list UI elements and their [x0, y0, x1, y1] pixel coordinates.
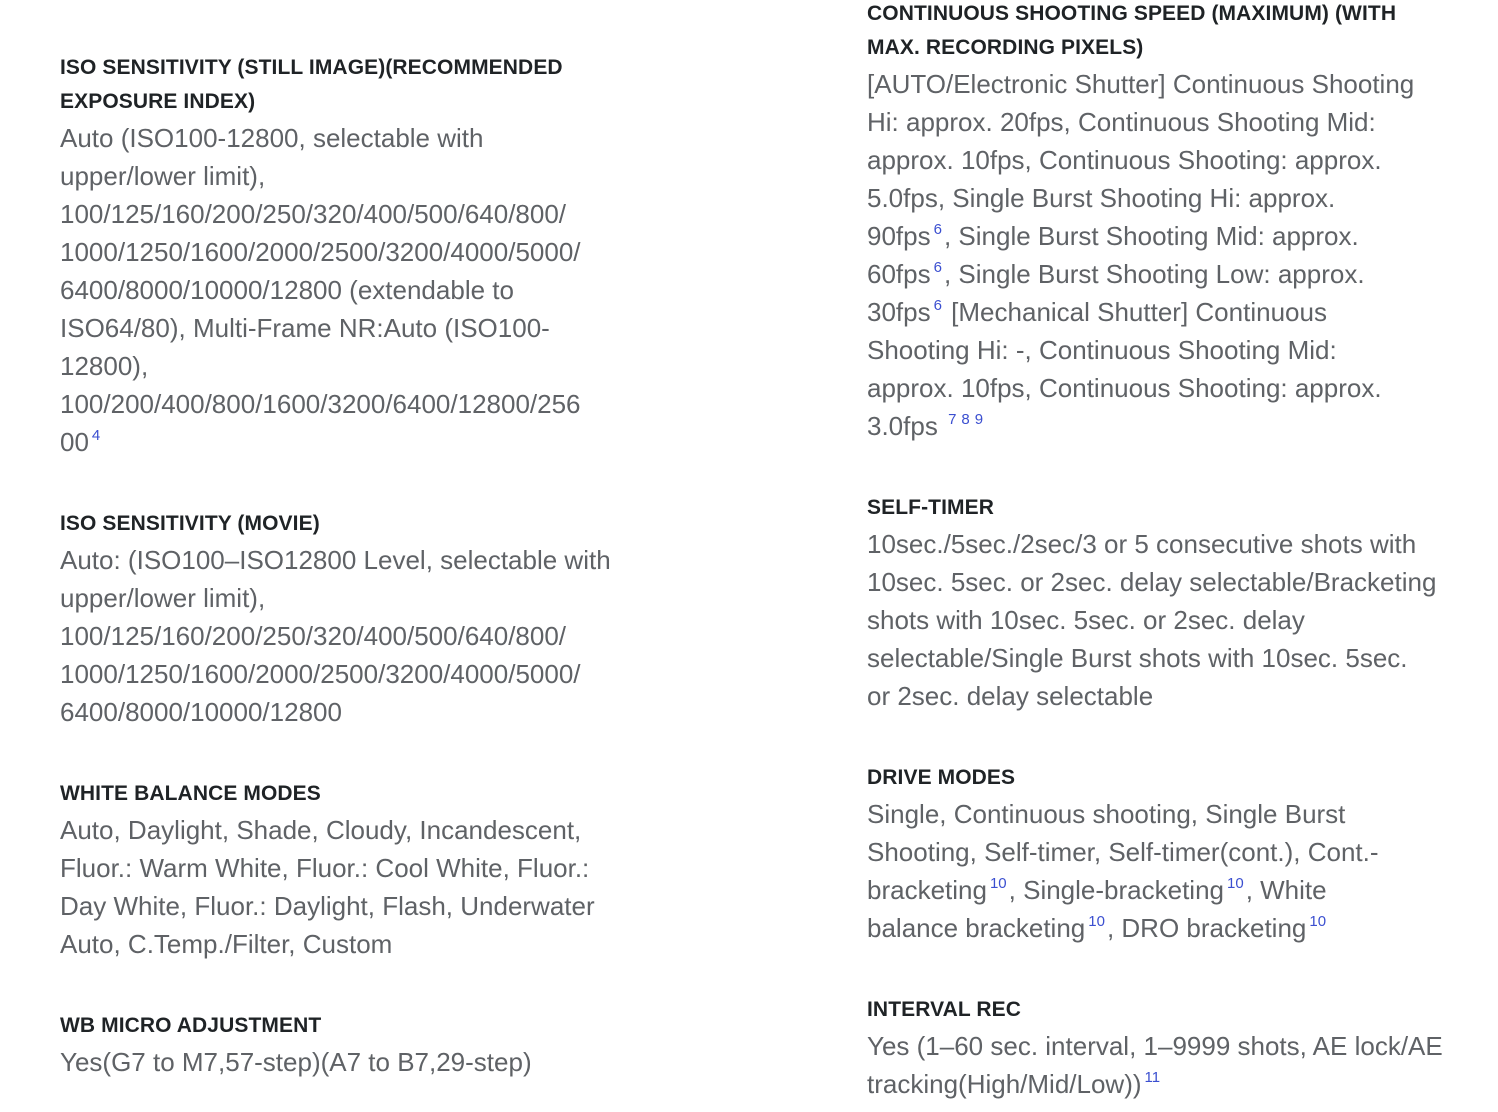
value-text: 60fps	[867, 259, 931, 289]
value-line: Auto (ISO100-12800, selectable with	[60, 123, 484, 153]
value-text: , DRO bracketing	[1106, 913, 1307, 943]
value-line	[867, 255, 1467, 293]
footnote-link[interactable]: 8	[961, 411, 970, 428]
footnote-link[interactable]: 6	[933, 221, 942, 238]
spec-value	[60, 119, 650, 461]
value-text: 30fps	[867, 297, 931, 327]
spec-value	[60, 541, 650, 731]
value-line: upper/lower limit),	[60, 161, 266, 191]
value-text: bracketing	[867, 875, 987, 905]
spec-value	[867, 65, 1467, 445]
title-line: CONTINUOUS SHOOTING SPEED (MAXIMUM) (WITH	[867, 2, 1397, 25]
spec-title	[867, 491, 1467, 525]
value-line	[867, 871, 1467, 909]
value-line: 6400/8000/10000/12800 (extendable to	[60, 275, 514, 305]
value-line: [AUTO/Electronic Shutter] Continuous Shooting	[867, 69, 1415, 99]
value-line: 6400/8000/10000/12800	[60, 697, 342, 727]
spec-title	[867, 761, 1467, 795]
footnote-link[interactable]: 7	[948, 411, 957, 428]
value-line: Fluor.: Warm White, Fluor.: Cool White, Fluor.:	[60, 853, 590, 883]
value-line: Yes (1–60 sec. interval, 1–9999 shots, AE lock/AE	[867, 1031, 1443, 1061]
footnote-link[interactable]: 11	[1144, 1069, 1161, 1086]
value-line	[60, 423, 650, 461]
value-line: 10sec. 5sec. or 2sec. delay selectable/Bracketing	[867, 567, 1437, 597]
value-line: 100/125/160/200/250/320/400/500/640/800/	[60, 621, 567, 651]
value-line: 1000/1250/1600/2000/2500/3200/4000/5000/	[60, 237, 581, 267]
value-line: approx. 10fps, Continuous Shooting: approx.	[867, 145, 1382, 175]
footnote-link[interactable]: 10	[1227, 875, 1244, 892]
footnote-link[interactable]: 10	[989, 875, 1007, 892]
footnote-link[interactable]: 4	[91, 427, 101, 444]
spec-interval-rec	[867, 993, 1467, 1103]
value-line: shots with 10sec. 5sec. or 2sec. delay	[867, 605, 1305, 635]
spec-self-timer	[867, 491, 1467, 715]
value-text: , White	[1245, 875, 1327, 905]
value-text: , Single Burst Shooting Mid: approx.	[943, 221, 1359, 251]
value-line: approx. 10fps, Continuous Shooting: approx.	[867, 373, 1382, 403]
value-line: Shooting Hi: -, Continuous Shooting Mid:	[867, 335, 1337, 365]
value-text: 3.0fps	[867, 411, 938, 441]
spec-iso-movie	[60, 507, 650, 731]
value-line: Hi: approx. 20fps, Continuous Shooting Mid:	[867, 107, 1376, 137]
value-line: 5.0fps, Single Burst Shooting Hi: approx.	[867, 183, 1336, 213]
title-line: SELF-TIMER	[867, 496, 994, 519]
value-line	[867, 407, 1467, 445]
title-line: MAX. RECORDING PIXELS)	[867, 36, 1144, 59]
spec-title	[867, 993, 1467, 1027]
value-line	[867, 293, 1467, 331]
spec-value	[867, 525, 1467, 715]
title-line: WB MICRO ADJUSTMENT	[60, 1014, 322, 1037]
value-line: 10sec./5sec./2sec/3 or 5 consecutive shots with	[867, 529, 1417, 559]
value-line	[867, 909, 1467, 947]
value-text: , Single-bracketing	[1008, 875, 1224, 905]
footnote-link[interactable]: 10	[1309, 913, 1327, 930]
value-line: Single, Continuous shooting, Single Burst	[867, 799, 1346, 829]
footnote-link[interactable]: 10	[1088, 913, 1105, 930]
title-line: ISO SENSITIVITY (MOVIE)	[60, 512, 320, 535]
value-line: Day White, Fluor.: Daylight, Flash, Underwater	[60, 891, 595, 921]
value-line	[867, 217, 1467, 255]
value-line: Yes(G7 to M7,57-step)(A7 to B7,29-step)	[60, 1047, 532, 1077]
value-line: selectable/Single Burst shots with 10sec. 5sec.	[867, 643, 1408, 673]
value-line: 12800),	[60, 351, 149, 381]
value-text: balance bracketing	[867, 913, 1086, 943]
title-line: EXPOSURE INDEX)	[60, 90, 256, 113]
value-text: [Mechanical Shutter] Continuous	[943, 297, 1327, 327]
spec-continuous-shooting-speed	[867, 0, 1467, 445]
spec-value	[867, 795, 1467, 947]
value-text: , Single Burst Shooting Low: approx.	[943, 259, 1365, 289]
value-line: Auto: (ISO100–ISO12800 Level, selectable with	[60, 545, 611, 575]
title-line: WHITE BALANCE MODES	[60, 782, 321, 805]
title-line: INTERVAL REC	[867, 998, 1022, 1021]
value-line: ISO64/80), Multi-Frame NR:Auto (ISO100-	[60, 313, 550, 343]
title-line: DRIVE MODES	[867, 766, 1016, 789]
spec-iso-still	[60, 51, 650, 461]
spec-drive-modes	[867, 761, 1467, 947]
value-text: 00	[60, 427, 89, 457]
spec-value	[867, 1027, 1467, 1103]
spec-white-balance-modes	[60, 777, 650, 963]
spec-value	[60, 811, 650, 963]
spec-title	[60, 777, 650, 811]
value-line	[867, 1065, 1467, 1103]
value-line: 100/125/160/200/250/320/400/500/640/800/	[60, 199, 567, 229]
value-line: Auto, Daylight, Shade, Cloudy, Incandescent,	[60, 815, 582, 845]
spec-title	[867, 0, 1467, 65]
value-text: tracking(High/Mid/Low))	[867, 1069, 1142, 1099]
title-line: ISO SENSITIVITY (STILL IMAGE)(RECOMMENDED	[60, 56, 563, 79]
footnote-link[interactable]: 9	[974, 411, 984, 428]
value-line: or 2sec. delay selectable	[867, 681, 1154, 711]
footnote-link[interactable]: 6	[933, 259, 942, 276]
footnote-link[interactable]: 6	[933, 297, 942, 314]
spec-title	[60, 1009, 650, 1043]
value-text: 90fps	[867, 221, 931, 251]
value-line: 1000/1250/1600/2000/2500/3200/4000/5000/	[60, 659, 581, 689]
value-line: Shooting, Self-timer, Self-timer(cont.), Cont.-	[867, 837, 1379, 867]
spec-value	[60, 1043, 650, 1081]
value-line: Auto, C.Temp./Filter, Custom	[60, 929, 393, 959]
spec-title	[60, 507, 650, 541]
spec-wb-micro-adjustment	[60, 1009, 650, 1081]
spec-title	[60, 51, 650, 119]
value-line: upper/lower limit),	[60, 583, 266, 613]
value-line: 100/200/400/800/1600/3200/6400/12800/256	[60, 389, 581, 419]
